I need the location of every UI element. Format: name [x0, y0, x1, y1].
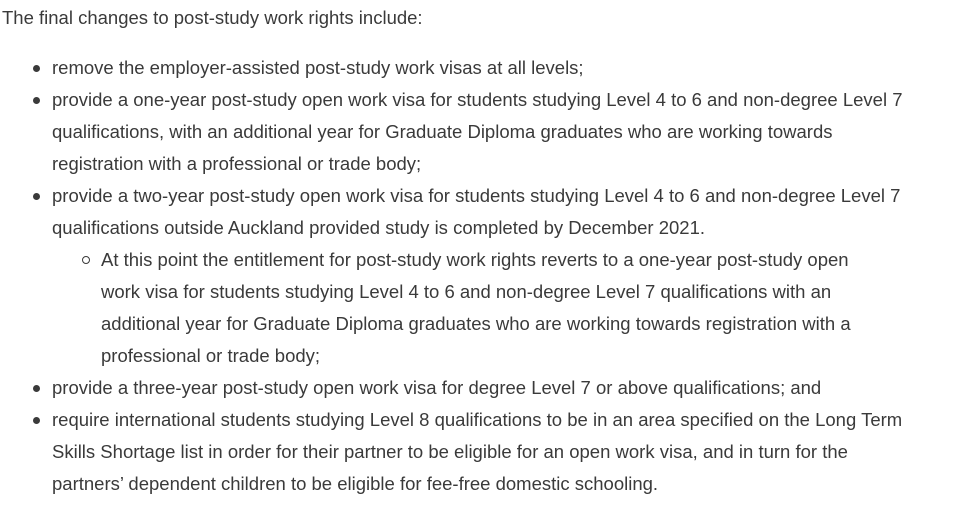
nested-list-item [52, 244, 881, 372]
intro-paragraph: The final changes to post-study work rights include: [2, 7, 423, 28]
list-item-text: provide a one-year post-study open work visa for students studying Level 4 to 6 and non-degree Level 7 qualifications, with an additional year for Graduate Diploma graduates who are working towards registration with a professional or trade body; [52, 89, 903, 174]
list-item [2, 84, 922, 180]
bullet-disc-icon [33, 193, 40, 200]
changes-list [2, 52, 974, 500]
bullet-disc-icon [33, 97, 40, 104]
nested-list-item-text: At this point the entitlement for post-study work rights reverts to a one-year post-study open work visa for students studying Level 4 to 6 and non-degree Level 7 qualifications with an additional year for Graduate Diploma graduates who are working towards registration with a professional or trade body; [101, 249, 851, 366]
list-item-text: provide a three-year post-study open work visa for degree Level 7 or above qualifications; and [52, 377, 822, 398]
list-item-text: provide a two-year post-study open work visa for students studying Level 4 to 6 and non-degree Level 7 qualifications outside Auckland provided study is completed by December 2021. [52, 185, 901, 238]
bullet-disc-icon [33, 385, 40, 392]
list-item-text: require international students studying Level 8 qualifications to be in an area specified on the Long Term Skills Shortage list in order for their partner to be eligible for an open work visa, and in turn for the partners’ dependent children to be eligible for fee-free domestic schooling. [52, 409, 903, 494]
nested-list [52, 244, 922, 372]
list-item [2, 372, 922, 404]
bullet-disc-icon [33, 65, 40, 72]
list-item [2, 180, 922, 372]
bullet-circle-icon [82, 256, 90, 264]
list-item [2, 404, 922, 500]
list-item [2, 52, 922, 84]
bullet-disc-icon [33, 417, 40, 424]
list-item-text: remove the employer-assisted post-study work visas at all levels; [52, 57, 584, 78]
